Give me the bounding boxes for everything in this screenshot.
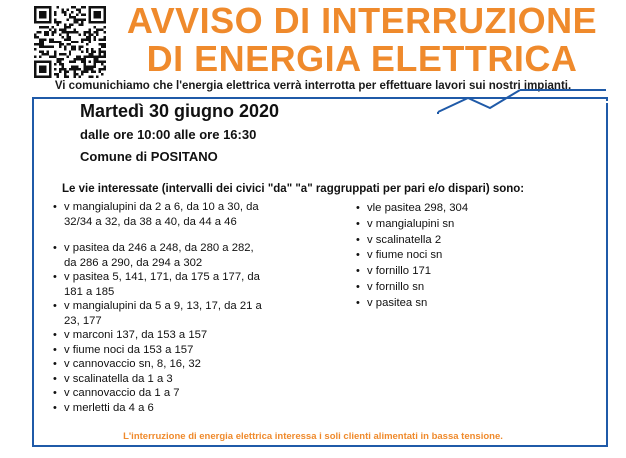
list-item: • v pasitea da 246 a 248, da 280 a 282, da 286 a 290, da 294 a 302 bbox=[52, 241, 302, 270]
list-item: • v mangialupini da 2 a 6, da 10 a 30, da 32/34 a 32, da 38 a 40, da 44 a 46 bbox=[52, 200, 302, 229]
list-item: • v merletti da 4 a 6 bbox=[52, 401, 302, 416]
notice-title bbox=[112, 2, 612, 78]
intro-text: Vi comunichiamo che l'energia elettrica verrà interrotta per effettuare lavori sui nostri impianti. bbox=[54, 80, 572, 92]
title-line-2: DI ENERGIA ELETTRICA bbox=[146, 38, 578, 79]
streets-right-list bbox=[355, 201, 555, 312]
list-item: • v fiume noci sn bbox=[355, 248, 555, 263]
list-item: • v fiume noci da 153 a 157 bbox=[52, 343, 302, 358]
title-line-1: AVVISO DI INTERRUZIONE bbox=[126, 0, 598, 41]
list-item: • v fornillo sn bbox=[355, 280, 555, 295]
decorative-line-shape bbox=[430, 88, 610, 114]
list-item: • v scalinatella 2 bbox=[355, 233, 555, 248]
list-item: • v marconi 137, da 153 a 157 bbox=[52, 328, 302, 343]
footer-note: L'interruzione di energia elettrica interessa i soli clienti alimentati in bassa tensione. bbox=[123, 431, 503, 442]
list-item: • v pasitea 5, 141, 171, da 175 a 177, da 181 a 185 bbox=[52, 270, 302, 299]
interruption-hours: dalle ore 10:00 alle ore 16:30 bbox=[80, 127, 257, 142]
comune-name: Comune di POSITANO bbox=[80, 149, 218, 164]
list-item: • v mangialupini sn bbox=[355, 217, 555, 232]
streets-intro: Le vie interessate (intervalli dei civici "da" "a" raggruppati per pari e/o dispari) sono: bbox=[62, 183, 525, 195]
interruption-date: Martedì 30 giugno 2020 bbox=[80, 101, 280, 121]
list-item: • v scalinatella da 1 a 3 bbox=[52, 372, 302, 387]
list-item: • v mangialupini da 5 a 9, 13, 17, da 21 a 23, 177 bbox=[52, 299, 302, 328]
list-item: • vle pasitea 298, 304 bbox=[355, 201, 555, 216]
list-item: • v cannovaccio da 1 a 7 bbox=[52, 386, 302, 401]
streets-left-list bbox=[52, 200, 302, 415]
list-item: • v cannovaccio sn, 8, 16, 32 bbox=[52, 357, 302, 372]
qr-code-icon bbox=[34, 6, 106, 78]
list-item: • v pasitea sn bbox=[355, 296, 555, 311]
list-item: • v fornillo 171 bbox=[355, 264, 555, 279]
